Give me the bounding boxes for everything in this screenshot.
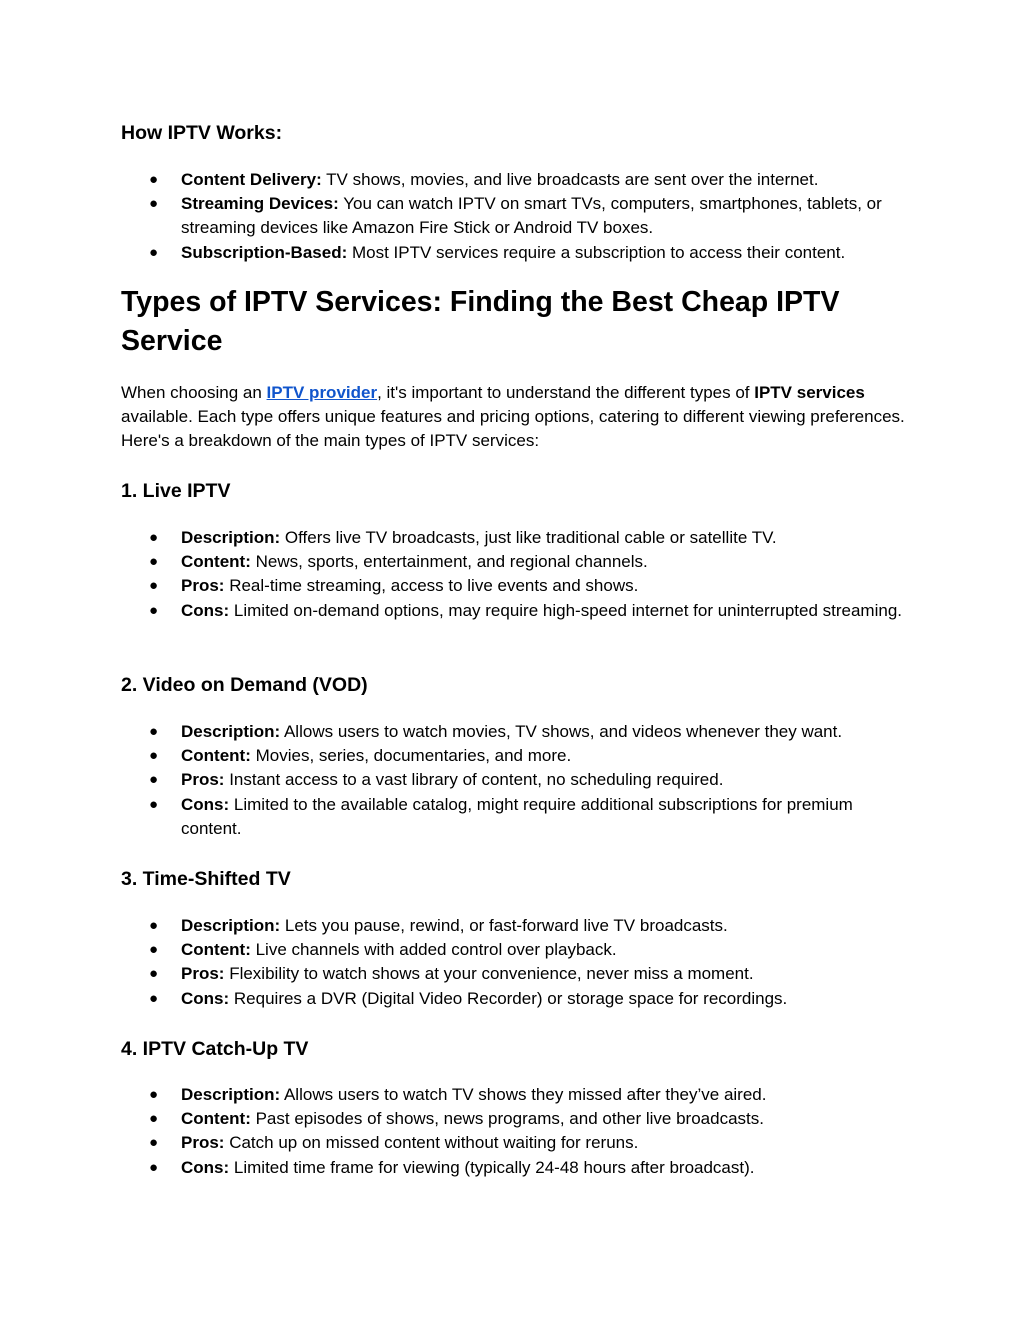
- item-text: Requires a DVR (Digital Video Recorder) or storage space for recordings.: [229, 988, 788, 1008]
- list-item: [121, 744, 911, 768]
- list-item: [121, 526, 911, 550]
- list-item: [121, 938, 911, 962]
- how-it-works-list: [121, 168, 911, 265]
- list-item: [121, 1083, 911, 1107]
- list-item: [121, 574, 911, 598]
- bullet-icon: ●: [149, 941, 159, 959]
- intro-text-1: When choosing an: [121, 383, 267, 402]
- bullet-icon: ●: [149, 1134, 159, 1152]
- item-text: Allows users to watch movies, TV shows, and videos whenever they want.: [280, 722, 843, 741]
- item-text: Catch up on missed content without waiting for reruns.: [224, 1133, 639, 1153]
- list-item: [121, 987, 911, 1011]
- item-text: TV shows, movies, and live broadcasts are sent over the internet.: [321, 170, 819, 189]
- item-label: Description:: [181, 1085, 281, 1104]
- item-label: Content Delivery:: [181, 170, 322, 189]
- bullet-icon: ●: [149, 917, 159, 934]
- item-text: Lets you pause, rewind, or fast-forward live TV broadcasts.: [280, 916, 728, 935]
- item-text: You can watch IPTV on smart TVs, computers, smartphones, tablets, or streaming devices like Amazon Fire Stick or Android TV boxes.: [181, 194, 882, 238]
- types-heading: Types of IPTV Services: Finding the Best Cheap IPTV Service: [121, 286, 840, 357]
- list-item: [121, 793, 911, 841]
- list-item: [121, 192, 911, 240]
- list-item: [121, 962, 911, 986]
- item-text: Limited on-demand options, may require high-speed internet for uninterrupted streaming.: [229, 600, 902, 620]
- section-list-catch-up: [121, 1083, 911, 1180]
- item-label: Subscription-Based:: [181, 242, 348, 262]
- item-text: Past episodes of shows, news programs, and other live broadcasts.: [250, 1109, 764, 1129]
- section-list-time-shifted: [121, 914, 911, 1011]
- list-item: [121, 914, 911, 938]
- item-label: Cons:: [181, 794, 230, 814]
- list-item: [121, 1156, 911, 1180]
- item-text: Flexibility to watch shows at your convenience, never miss a moment.: [224, 964, 754, 984]
- item-label: Streaming Devices:: [181, 194, 339, 214]
- item-text: Movies, series, documentaries, and more.: [250, 746, 572, 766]
- item-label: Description:: [181, 528, 281, 547]
- item-label: Pros:: [181, 770, 225, 790]
- bullet-icon: ●: [149, 171, 159, 188]
- bullet-icon: ●: [149, 771, 159, 789]
- iptv-provider-link[interactable]: IPTV provider: [266, 383, 378, 402]
- item-label: Cons:: [181, 988, 230, 1008]
- item-label: Content:: [181, 940, 251, 960]
- item-text: Offers live TV broadcasts, just like traditional cable or satellite TV.: [280, 528, 777, 547]
- list-item: [121, 1107, 911, 1131]
- list-item: [121, 168, 911, 192]
- how-it-works-heading: How IPTV Works:: [121, 122, 283, 144]
- item-label: Pros:: [181, 964, 225, 984]
- bullet-icon: ●: [149, 1158, 159, 1176]
- intro-bold-text: IPTV services: [754, 383, 865, 402]
- list-item: [121, 720, 911, 744]
- bullet-icon: ●: [149, 747, 159, 765]
- section-heading-time-shifted: 3. Time-Shifted TV: [121, 868, 291, 890]
- item-text: Limited time frame for viewing (typically 24-48 hours after broadcast).: [229, 1157, 755, 1177]
- bullet-icon: ●: [149, 989, 159, 1007]
- intro-text-2: , it's important to understand the different types of: [377, 383, 755, 402]
- list-item: [121, 241, 911, 265]
- item-text: Limited to the available catalog, might require additional subscriptions for premium content.: [181, 794, 853, 838]
- bullet-icon: ●: [149, 195, 159, 213]
- bullet-icon: ●: [149, 723, 159, 740]
- section-heading-catch-up: 4. IPTV Catch-Up TV: [121, 1038, 309, 1060]
- list-item: [121, 599, 911, 623]
- item-label: Description:: [181, 916, 281, 935]
- bullet-icon: ●: [149, 553, 159, 571]
- types-intro-paragraph: [121, 381, 911, 454]
- item-text: News, sports, entertainment, and regional channels.: [250, 552, 648, 572]
- item-text: Instant access to a vast library of content, no scheduling required.: [224, 770, 724, 790]
- item-label: Content:: [181, 1109, 251, 1129]
- item-text: Most IPTV services require a subscription to access their content.: [347, 242, 846, 262]
- bullet-icon: ●: [149, 577, 159, 595]
- bullet-icon: ●: [149, 529, 159, 546]
- bullet-icon: ●: [149, 795, 159, 813]
- item-text: Allows users to watch TV shows they missed after they’ve aired.: [280, 1085, 767, 1104]
- item-text: Live channels with added control over playback.: [250, 940, 617, 960]
- item-label: Content:: [181, 746, 251, 766]
- section-heading-live-iptv: 1. Live IPTV: [121, 480, 231, 502]
- intro-text-3: available. Each type offers unique features and pricing options, catering to different viewing preferences. Here's a breakdown of the main types of IPTV services:: [121, 407, 905, 451]
- item-label: Content:: [181, 552, 251, 572]
- bullet-icon: ●: [149, 1110, 159, 1128]
- item-label: Pros:: [181, 1133, 225, 1153]
- bullet-icon: ●: [149, 965, 159, 983]
- section-list-vod: [121, 720, 911, 841]
- section-list-live-iptv: [121, 526, 911, 623]
- list-item: [121, 550, 911, 574]
- list-item: [121, 1131, 911, 1155]
- item-label: Cons:: [181, 1157, 230, 1177]
- item-label: Description:: [181, 722, 281, 741]
- section-heading-vod: 2. Video on Demand (VOD): [121, 674, 368, 696]
- item-text: Real-time streaming, access to live events and shows.: [224, 576, 639, 596]
- bullet-icon: ●: [149, 243, 159, 261]
- bullet-icon: ●: [149, 1086, 159, 1103]
- list-item: [121, 768, 911, 792]
- item-label: Cons:: [181, 600, 230, 620]
- bullet-icon: ●: [149, 601, 159, 619]
- item-label: Pros:: [181, 576, 225, 596]
